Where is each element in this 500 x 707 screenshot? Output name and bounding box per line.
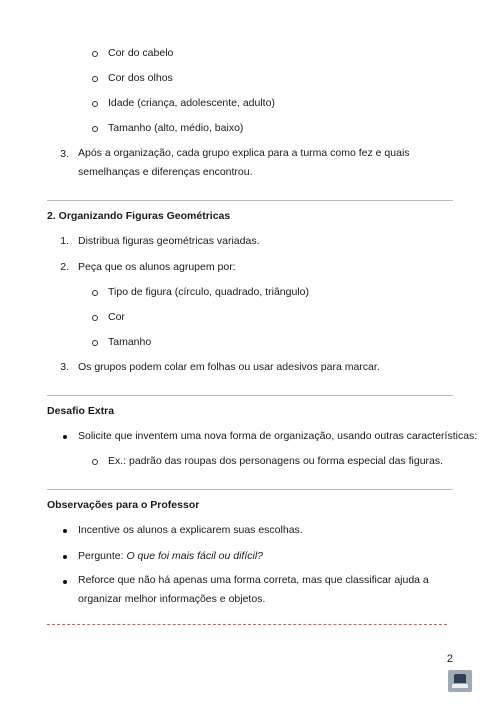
list-item: Reforce que não há apenas uma forma correta, mas que classificar ajuda a organizar melhor informações e objetos.: [78, 574, 429, 605]
section-title: Observações para o Professor: [47, 499, 200, 511]
list-item: Cor: [108, 311, 125, 323]
step-number: 2.: [60, 261, 69, 273]
logo-base: [452, 684, 468, 688]
step-text: Os grupos podem colar em folhas ou usar adesivos para marcar.: [78, 361, 380, 373]
page-number: 2: [446, 653, 453, 665]
bullet-icon: [63, 555, 67, 559]
step-text: Distribua figuras geométricas variadas.: [78, 235, 260, 247]
section-title: Desafio Extra: [47, 405, 115, 417]
dashed-separator: [47, 624, 447, 625]
list-item: Cor do cabelo: [108, 47, 174, 59]
section-divider: [47, 489, 453, 490]
question-text: O que foi mais fácil ou difícil?: [126, 550, 264, 562]
step-number: 1.: [60, 235, 69, 247]
step-number: 3.: [60, 361, 69, 373]
sub-bullet-icon: [92, 126, 98, 132]
step-text: Após a organização, cada grupo explica para a turma como fez e quais semelhanças e diferenças encontrou.: [78, 147, 410, 178]
step-number: 3.: [60, 148, 69, 160]
list-item: [78, 550, 263, 562]
sub-bullet-icon: [92, 459, 98, 465]
question-prefix: Pergunte:: [78, 550, 127, 562]
bullet-icon: [63, 529, 67, 533]
list-item: Tamanho: [108, 336, 152, 348]
list-item: Ex.: padrão das roupas dos personagens ou forma especial das figuras.: [108, 455, 444, 467]
section-divider: [47, 200, 453, 201]
bullet-icon: [63, 580, 67, 584]
logo-roof: [454, 674, 466, 683]
list-item: Cor dos olhos: [108, 72, 173, 84]
step-text: Peça que os alunos agrupem por:: [78, 261, 236, 273]
list-item: Solicite que inventem uma nova forma de organização, usando outras características:: [78, 430, 478, 442]
list-item: Idade (criança, adolescente, adulto): [108, 97, 275, 109]
sub-bullet-icon: [92, 340, 98, 346]
sub-bullet-icon: [92, 315, 98, 321]
section-divider: [47, 395, 453, 396]
sub-bullet-icon: [92, 101, 98, 107]
bullet-icon: [63, 435, 67, 439]
sub-bullet-icon: [92, 290, 98, 296]
list-item: Tipo de figura (círculo, quadrado, triângulo): [108, 286, 309, 298]
list-item: Tamanho (alto, médio, baixo): [108, 122, 244, 134]
list-item: Incentive os alunos a explicarem suas escolhas.: [78, 524, 303, 536]
school-logo-icon: [448, 670, 472, 692]
sub-bullet-icon: [92, 76, 98, 82]
section-title: 2. Organizando Figuras Geométricas: [47, 210, 231, 222]
sub-bullet-icon: [92, 51, 98, 57]
